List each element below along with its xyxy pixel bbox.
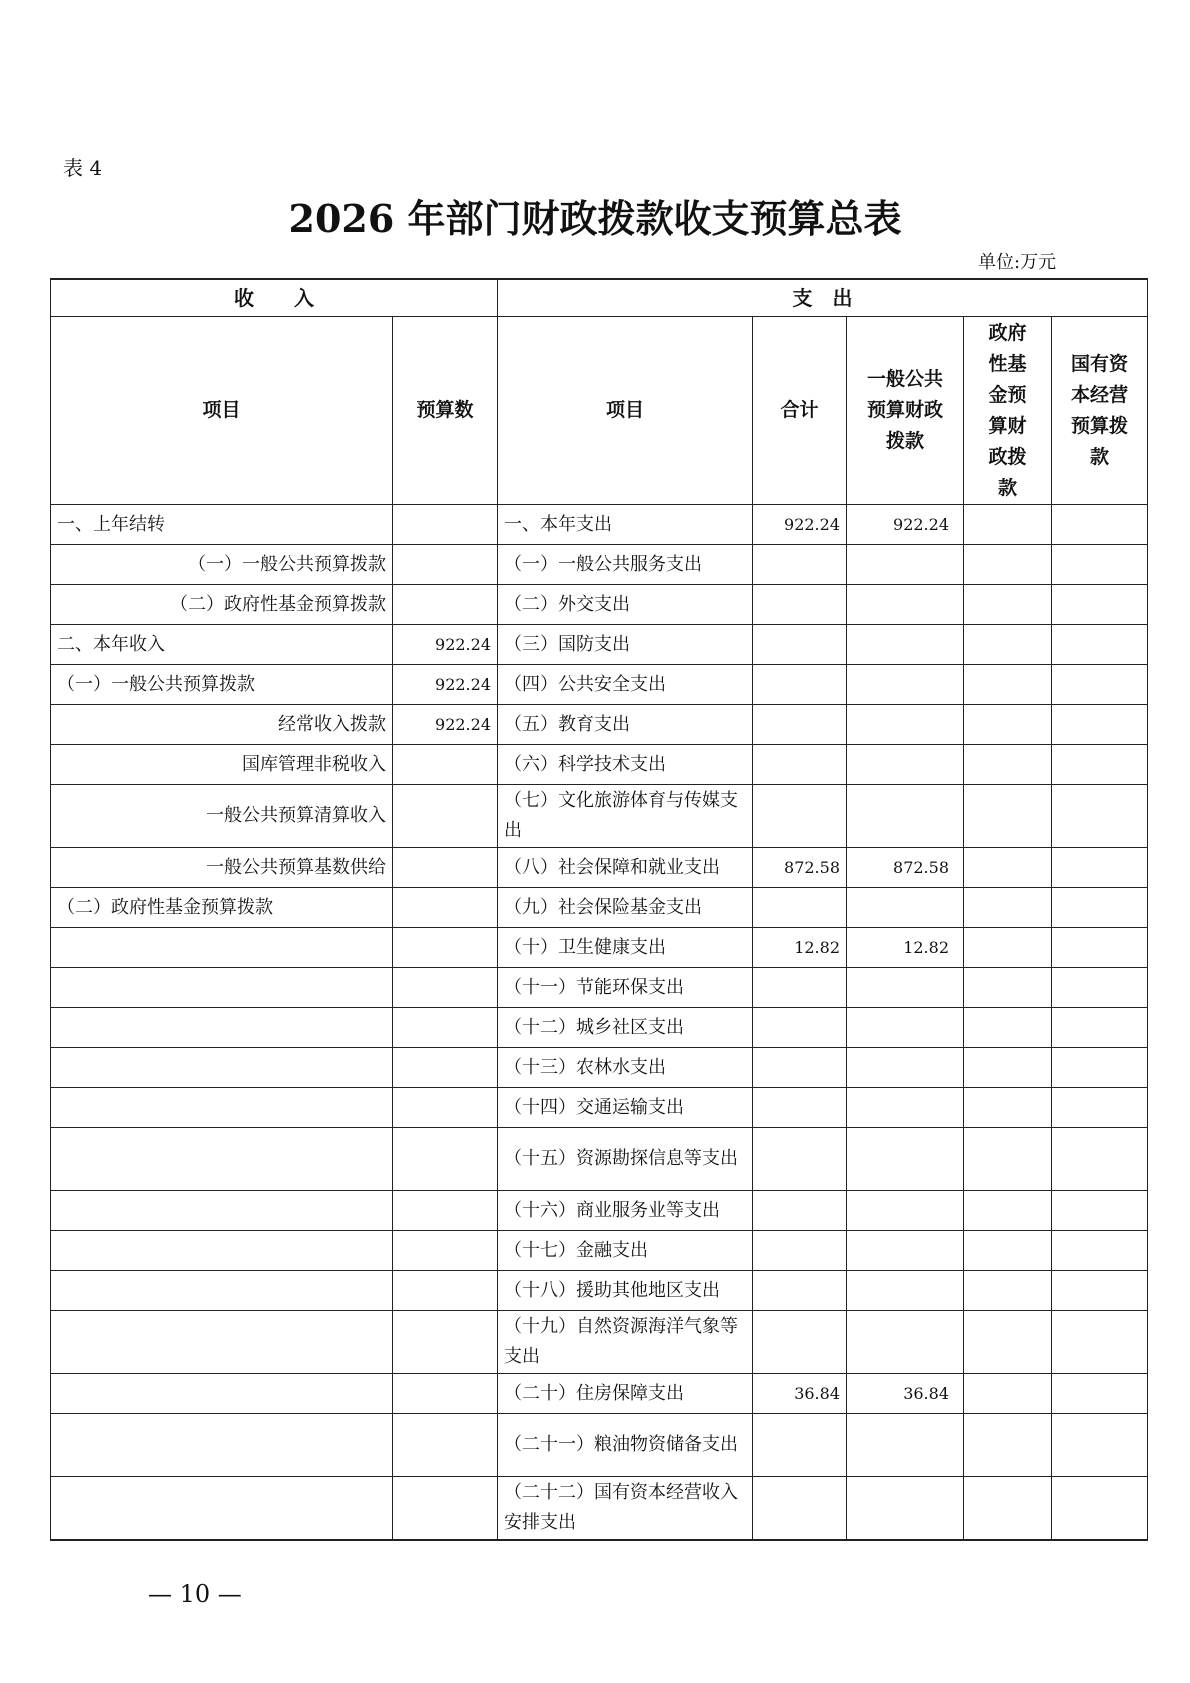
general-public-cell <box>847 1128 964 1191</box>
income-budget-cell <box>393 785 498 848</box>
table-row <box>51 505 1148 545</box>
expense-item-cell: （四）公共安全支出 <box>498 665 753 705</box>
expense-item-cell: （二十）住房保障支出 <box>498 1374 753 1414</box>
budget-table <box>50 278 1148 1541</box>
total-cell: 922.24 <box>753 505 847 545</box>
income-item-cell: （二）政府性基金预算拨款 <box>51 585 393 625</box>
total-cell <box>753 1008 847 1048</box>
table-row <box>51 1311 1148 1374</box>
total-cell <box>753 585 847 625</box>
state-capital-cell <box>1052 1008 1148 1048</box>
income-item-cell <box>51 1191 393 1231</box>
table-row <box>51 665 1148 705</box>
total-cell <box>753 1088 847 1128</box>
income-budget-cell <box>393 1311 498 1374</box>
table-row <box>51 545 1148 585</box>
state-capital-cell <box>1052 928 1148 968</box>
income-item-cell <box>51 1008 393 1048</box>
total-cell <box>753 968 847 1008</box>
income-budget-cell <box>393 585 498 625</box>
state-capital-cell <box>1052 545 1148 585</box>
total-cell <box>753 785 847 848</box>
table-row <box>51 1231 1148 1271</box>
expense-item-header: 项目 <box>498 317 753 505</box>
gov-fund-cell <box>964 665 1052 705</box>
state-capital-cell <box>1052 848 1148 888</box>
general-public-cell <box>847 745 964 785</box>
total-header: 合计 <box>753 317 847 505</box>
total-cell <box>753 1311 847 1374</box>
income-budget-cell <box>393 1374 498 1414</box>
general-public-cell <box>847 1271 964 1311</box>
income-budget-cell <box>393 1191 498 1231</box>
general-public-cell <box>847 1048 964 1088</box>
state-capital-cell <box>1052 745 1148 785</box>
income-item-cell: 国库管理非税收入 <box>51 745 393 785</box>
expense-item-cell: （二十二）国有资本经营收入安排支出 <box>498 1477 753 1541</box>
state-capital-cell <box>1052 505 1148 545</box>
gov-fund-cell <box>964 505 1052 545</box>
general-public-cell <box>847 625 964 665</box>
expense-item-cell: （十八）援助其他地区支出 <box>498 1271 753 1311</box>
general-public-cell <box>847 1311 964 1374</box>
table-row <box>51 928 1148 968</box>
income-item-cell <box>51 1374 393 1414</box>
state-capital-cell <box>1052 785 1148 848</box>
state-capital-cell <box>1052 625 1148 665</box>
income-item-cell <box>51 968 393 1008</box>
table-row <box>51 1374 1148 1414</box>
gov-fund-cell <box>964 1374 1052 1414</box>
table-row <box>51 625 1148 665</box>
income-item-cell: 经常收入拨款 <box>51 705 393 745</box>
income-budget-cell <box>393 1477 498 1541</box>
income-item-cell: （二）政府性基金预算拨款 <box>51 888 393 928</box>
general-public-cell: 872.58 <box>847 848 964 888</box>
gov-fund-cell <box>964 625 1052 665</box>
total-cell <box>753 625 847 665</box>
state-capital-cell <box>1052 1271 1148 1311</box>
state-capital-cell <box>1052 1374 1148 1414</box>
gov-fund-cell <box>964 545 1052 585</box>
expense-item-cell: （二十一）粮油物资储备支出 <box>498 1414 753 1477</box>
general-public-cell <box>847 1477 964 1541</box>
expense-item-cell: （十四）交通运输支出 <box>498 1088 753 1128</box>
state-capital-cell <box>1052 1088 1148 1128</box>
income-item-cell <box>51 1271 393 1311</box>
unit-label: 单位:万元 <box>978 252 1057 273</box>
income-budget-cell <box>393 1271 498 1311</box>
income-budget-cell <box>393 745 498 785</box>
expense-item-cell: （一）一般公共服务支出 <box>498 545 753 585</box>
income-budget-cell <box>393 1008 498 1048</box>
general-public-cell <box>847 1088 964 1128</box>
income-item-cell <box>51 928 393 968</box>
table-row <box>51 1271 1148 1311</box>
income-budget-cell <box>393 545 498 585</box>
table-row <box>51 705 1148 745</box>
total-cell: 36.84 <box>753 1374 847 1414</box>
expense-item-cell: （十）卫生健康支出 <box>498 928 753 968</box>
gov-fund-cell <box>964 968 1052 1008</box>
gov-fund-cell <box>964 1048 1052 1088</box>
income-budget-cell: 922.24 <box>393 665 498 705</box>
income-item-cell: 二、本年收入 <box>51 625 393 665</box>
table-row <box>51 1477 1148 1541</box>
general-public-cell: 12.82 <box>847 928 964 968</box>
table-label: 表 4 <box>63 156 103 180</box>
income-item-cell <box>51 1477 393 1541</box>
gov-fund-cell <box>964 1414 1052 1477</box>
state-capital-cell <box>1052 1311 1148 1374</box>
income-item-cell <box>51 1048 393 1088</box>
table-row <box>51 1414 1148 1477</box>
general-public-cell <box>847 888 964 928</box>
income-budget-cell <box>393 888 498 928</box>
gov-fund-header: 政府性基金预算财政拨款 <box>964 317 1052 505</box>
total-cell <box>753 1414 847 1477</box>
income-item-cell <box>51 1311 393 1374</box>
total-cell <box>753 705 847 745</box>
table-row <box>51 1191 1148 1231</box>
table-row <box>51 1128 1148 1191</box>
gov-fund-cell <box>964 1477 1052 1541</box>
gov-fund-cell <box>964 785 1052 848</box>
state-capital-cell <box>1052 1191 1148 1231</box>
gov-fund-cell <box>964 928 1052 968</box>
state-capital-cell <box>1052 1414 1148 1477</box>
general-public-cell <box>847 785 964 848</box>
gov-fund-cell <box>964 585 1052 625</box>
income-item-cell <box>51 1088 393 1128</box>
general-public-cell <box>847 585 964 625</box>
expense-item-cell: （五）教育支出 <box>498 705 753 745</box>
total-cell <box>753 665 847 705</box>
expense-item-cell: （八）社会保障和就业支出 <box>498 848 753 888</box>
table-row <box>51 745 1148 785</box>
table-row <box>51 585 1148 625</box>
total-cell <box>753 545 847 585</box>
income-item-cell: （一）一般公共预算拨款 <box>51 665 393 705</box>
state-capital-cell <box>1052 1128 1148 1191</box>
total-cell <box>753 1048 847 1088</box>
income-item-cell <box>51 1231 393 1271</box>
expense-item-cell: （六）科学技术支出 <box>498 745 753 785</box>
income-budget-cell: 922.24 <box>393 705 498 745</box>
table-row <box>51 1088 1148 1128</box>
state-capital-cell <box>1052 585 1148 625</box>
gov-fund-cell <box>964 1191 1052 1231</box>
gov-fund-cell <box>964 705 1052 745</box>
table-row <box>51 785 1148 848</box>
total-cell <box>753 888 847 928</box>
expense-item-cell: （七）文化旅游体育与传媒支出 <box>498 785 753 848</box>
income-item-cell <box>51 1128 393 1191</box>
gov-fund-cell <box>964 848 1052 888</box>
table-row <box>51 968 1148 1008</box>
state-capital-cell <box>1052 705 1148 745</box>
general-public-cell: 922.24 <box>847 505 964 545</box>
gov-fund-cell <box>964 1128 1052 1191</box>
general-public-cell <box>847 968 964 1008</box>
expense-item-cell: （十五）资源勘探信息等支出 <box>498 1128 753 1191</box>
expense-item-cell: （十一）节能环保支出 <box>498 968 753 1008</box>
income-item-cell: 一般公共预算基数供给 <box>51 848 393 888</box>
expense-item-cell: （十三）农林水支出 <box>498 1048 753 1088</box>
expense-item-cell: （十七）金融支出 <box>498 1231 753 1271</box>
expense-item-cell: （三）国防支出 <box>498 625 753 665</box>
total-cell <box>753 1271 847 1311</box>
expense-item-cell: （十二）城乡社区支出 <box>498 1008 753 1048</box>
income-budget-cell <box>393 1088 498 1128</box>
general-public-cell <box>847 545 964 585</box>
expense-item-cell: （十九）自然资源海洋气象等支出 <box>498 1311 753 1374</box>
gov-fund-cell <box>964 1231 1052 1271</box>
income-item-cell: 一般公共预算清算收入 <box>51 785 393 848</box>
state-capital-cell <box>1052 665 1148 705</box>
gov-fund-cell <box>964 888 1052 928</box>
expense-header: 支 出 <box>498 279 1148 317</box>
state-capital-header: 国有资本经营预算拨款 <box>1052 317 1148 505</box>
page-number: — 10 — <box>148 1580 242 1608</box>
table-row <box>51 848 1148 888</box>
gov-fund-cell <box>964 1088 1052 1128</box>
income-budget-cell <box>393 1414 498 1477</box>
expense-item-cell: 一、本年支出 <box>498 505 753 545</box>
general-public-cell <box>847 705 964 745</box>
income-budget-cell <box>393 505 498 545</box>
general-public-cell <box>847 1414 964 1477</box>
income-budget-header: 预算数 <box>393 317 498 505</box>
income-item-cell <box>51 1414 393 1477</box>
state-capital-cell <box>1052 888 1148 928</box>
income-budget-cell <box>393 968 498 1008</box>
income-budget-cell <box>393 928 498 968</box>
general-public-cell <box>847 665 964 705</box>
total-cell <box>753 1477 847 1541</box>
income-budget-cell <box>393 1048 498 1088</box>
expense-item-cell: （十六）商业服务业等支出 <box>498 1191 753 1231</box>
gov-fund-cell <box>964 1311 1052 1374</box>
income-budget-cell: 922.24 <box>393 625 498 665</box>
page-title: 2026 年部门财政拨款收支预算总表 <box>288 196 902 241</box>
income-item-header: 项目 <box>51 317 393 505</box>
gov-fund-cell <box>964 1008 1052 1048</box>
table-row <box>51 1048 1148 1088</box>
income-budget-cell <box>393 1231 498 1271</box>
general-public-cell: 36.84 <box>847 1374 964 1414</box>
state-capital-cell <box>1052 1048 1148 1088</box>
general-public-cell <box>847 1008 964 1048</box>
total-cell: 12.82 <box>753 928 847 968</box>
table-row <box>51 888 1148 928</box>
income-item-cell: （一）一般公共预算拨款 <box>51 545 393 585</box>
general-public-cell <box>847 1191 964 1231</box>
income-budget-cell <box>393 1128 498 1191</box>
income-item-cell: 一、上年结转 <box>51 505 393 545</box>
state-capital-cell <box>1052 1477 1148 1541</box>
total-cell: 872.58 <box>753 848 847 888</box>
state-capital-cell <box>1052 1231 1148 1271</box>
general-public-header: 一般公共预算财政拨款 <box>847 317 964 505</box>
total-cell <box>753 745 847 785</box>
income-header: 收 入 <box>51 279 498 317</box>
general-public-cell <box>847 1231 964 1271</box>
total-cell <box>753 1191 847 1231</box>
gov-fund-cell <box>964 1271 1052 1311</box>
total-cell <box>753 1128 847 1191</box>
income-budget-cell <box>393 848 498 888</box>
gov-fund-cell <box>964 745 1052 785</box>
table-row <box>51 1008 1148 1048</box>
expense-item-cell: （九）社会保险基金支出 <box>498 888 753 928</box>
state-capital-cell <box>1052 968 1148 1008</box>
total-cell <box>753 1231 847 1271</box>
expense-item-cell: （二）外交支出 <box>498 585 753 625</box>
